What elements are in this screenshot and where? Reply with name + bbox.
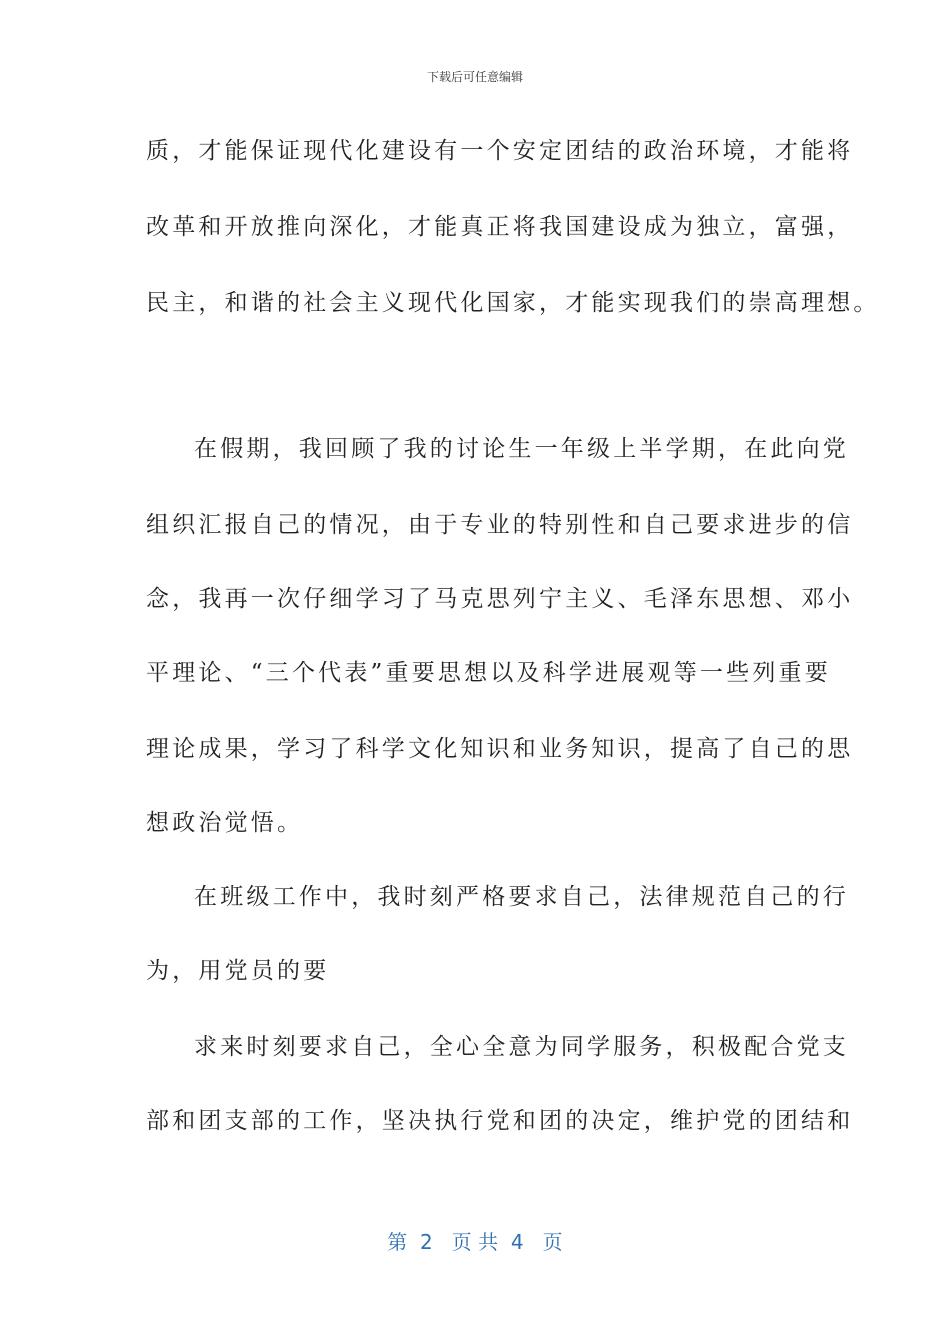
- header-note: 下载后可任意编辑: [426, 70, 523, 84]
- text-line: 念，我再一次仔细学习了马克思列宁主义、毛泽东思想、邓小: [146, 586, 854, 612]
- text-line: 想政治觉悟。: [146, 810, 304, 836]
- text-line: 组织汇报自己的情况，由于专业的特别性和自己要求进步的信: [146, 512, 854, 538]
- text-line: 理论成果，学习了科学文化知识和业务知识，提高了自己的思: [146, 736, 854, 762]
- text-line: 在班级工作中，我时刻严格要求自己，法律规范自己的行: [194, 884, 849, 910]
- text-line: 部和团支部的工作，坚决执行党和团的决定，维护党的团结和: [146, 1108, 854, 1134]
- page-number-footer: 第 2 页 共 4 页: [387, 1230, 563, 1254]
- text-line: 在假期，我回顾了我的讨论生一年级上半学期，在此向党: [194, 436, 849, 462]
- text-line: 改革和开放推向深化，才能真正将我国建设成为独立，富强，: [146, 214, 854, 240]
- text-line: 民主，和谐的社会主义现代化国家，才能实现我们的崇高理想。: [146, 290, 880, 316]
- text-line: 求来时刻要求自己，全心全意为同学服务，积极配合党支: [194, 1034, 849, 1060]
- text-line: 质，才能保证现代化建设有一个安定团结的政治环境，才能将: [146, 138, 854, 164]
- text-line: 为，用党员的要: [146, 958, 330, 984]
- text-line: 平理论、“三个代表”重要思想以及科学进展观等一些列重要: [146, 660, 831, 686]
